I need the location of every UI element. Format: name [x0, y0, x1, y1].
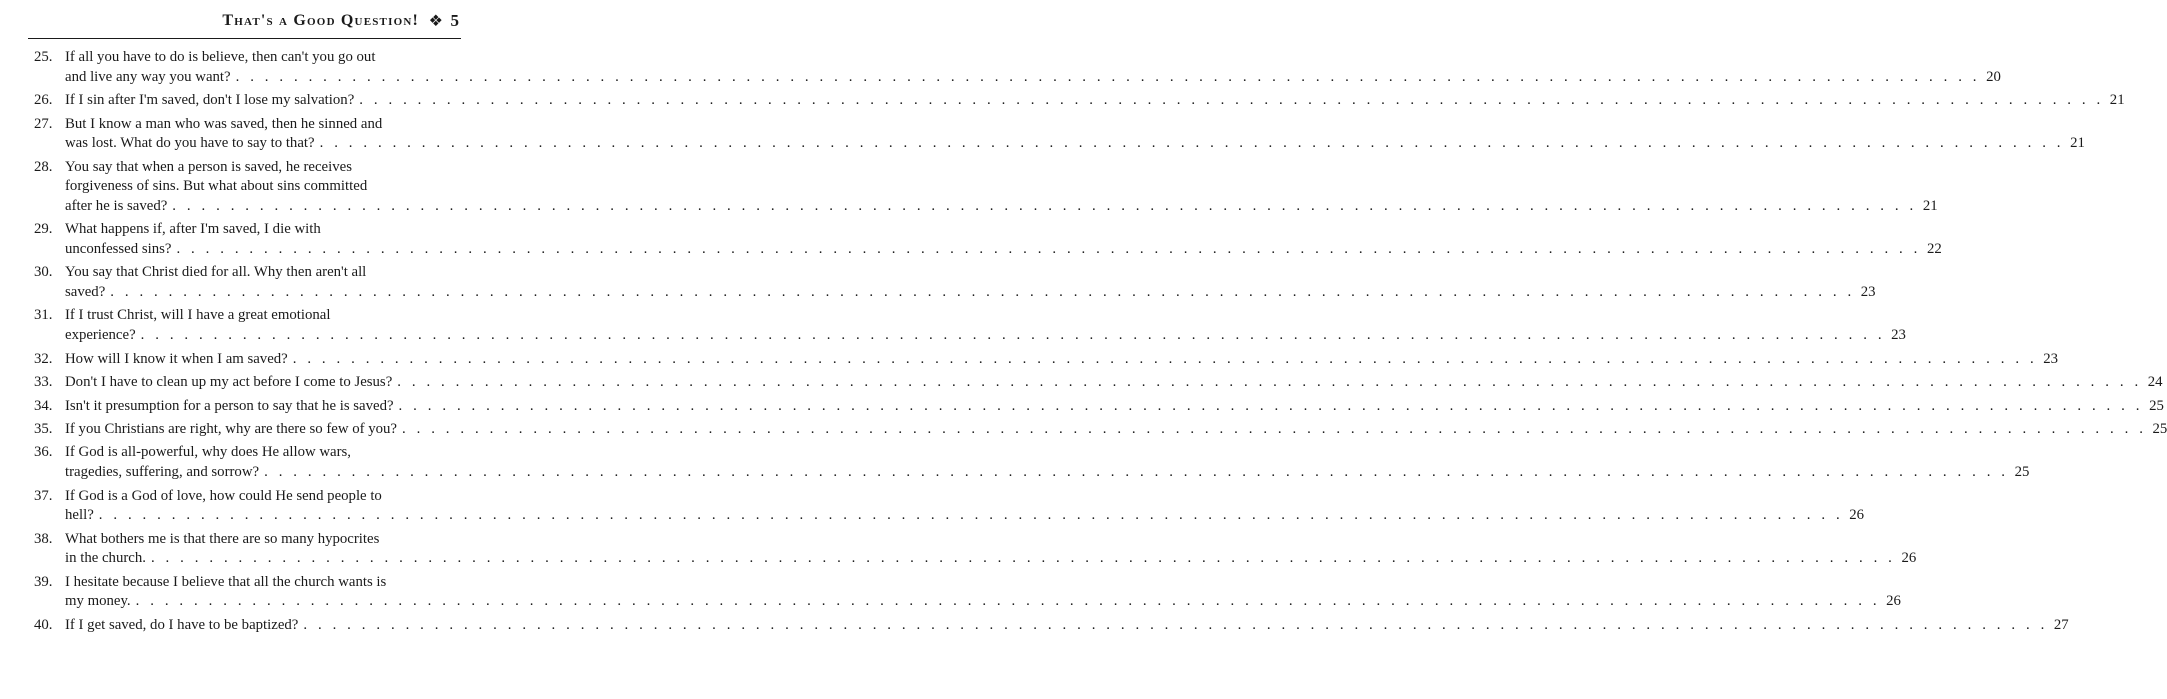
question-text: If I get saved, do I have to be baptized? — [65, 616, 299, 633]
toc-entry — [34, 306, 1906, 345]
table-of-contents — [34, 48, 2167, 639]
running-header — [0, 0, 489, 40]
question-text: I hesitate because I believe that all the church wants is — [65, 573, 387, 590]
question-line — [65, 443, 448, 463]
dot-leader: . . . . . . . . . . . . . . . . . . . . . . . . . . . . . . . . . . . . . . . . . . . . . . . . . . . . . . . . . . . . . . . . . . . . . . . . . . . . . . . . . . . . . . . . . . . . . . . . . . . . . . . . . . . . . . . . . . . . . . . . — [150, 550, 1896, 567]
dot-leader: . . . . . . . . . . . . . . . . . . . . . . . . . . . . . . . . . . . . . . . . . . . . . . . . . . . . . . . . . . . . . . . . . . . . . . . . . . . . . . . . . . . . . . . . . . . . . . . . . . . . . . . . . . . . . . . . . . . . . . . . — [359, 92, 2104, 109]
entry-page-number: 25 — [2152, 421, 2167, 437]
question-text: was lost. What do you have to say to that? — [65, 135, 315, 152]
question-line — [65, 530, 448, 550]
entry-number: 31. — [34, 307, 53, 324]
entry-page-number: 25 — [2149, 397, 2164, 414]
question-text: You say that Christ died for all. Why then aren't all — [65, 264, 367, 281]
question-line — [65, 283, 1876, 303]
toc-entry — [34, 487, 1865, 526]
entry-number: 35. — [34, 421, 53, 437]
entry-page-number: 25 — [2014, 464, 2030, 481]
entry-number: 27. — [34, 115, 53, 132]
entry-number: 28. — [34, 158, 53, 175]
question-text: You say that when a person is saved, he receives — [65, 158, 352, 175]
entry-number: 37. — [34, 487, 53, 504]
question-text: my money. — [65, 593, 131, 610]
toc-entry — [34, 220, 1942, 259]
toc-entry — [34, 573, 1901, 612]
entry-page-number: 23 — [2043, 350, 2059, 367]
question-text: What bothers me is that there are so many hypocrites — [65, 530, 380, 547]
entry-page-number: 26 — [1886, 593, 1901, 610]
question-text: If I sin after I'm saved, don't I lose my salvation? — [65, 92, 355, 109]
question-line — [65, 48, 448, 68]
entry-page-number: 21 — [2070, 135, 2085, 152]
question-line — [65, 197, 1938, 217]
entry-number: 25. — [34, 49, 53, 65]
question-text: Don't I have to clean up my act before I come to Jesus? — [65, 374, 393, 391]
toc-entry — [34, 91, 2125, 111]
dot-leader: . . . . . . . . . . . . . . . . . . . . . . . . . . . . . . . . . . . . . . . . . . . . . . . . . . . . . . . . . . . . . . . . . . . . . . . . . . . . . . . . . . . . . . . . . . . . . . . . . . . . . . . . . . . . . . . . . . . . . . . . — [110, 283, 1855, 300]
question-line — [65, 220, 448, 240]
question-text: If I trust Christ, will I have a great emotional — [65, 307, 331, 324]
question-line — [65, 306, 448, 326]
question-line — [65, 134, 2085, 154]
question-text: If you Christians are right, why are there so few of you? — [65, 421, 398, 437]
entry-page-number: 26 — [1901, 550, 1917, 567]
dot-leader: . . . . . . . . . . . . . . . . . . . . . . . . . . . . . . . . . . . . . . . . . . . . . . . . . . . . . . . . . . . . . . . . . . . . . . . . . . . . . . . . . . . . . . . . . . . . . . . . . . . . . . . . . . . . . . . . . . . . . . . . — [319, 135, 2065, 152]
question-line — [65, 350, 2059, 370]
question-text: after he is saved? — [65, 197, 168, 214]
entry-page-number: 21 — [2109, 92, 2125, 109]
toc-entry — [34, 48, 2001, 87]
dot-leader: . . . . . . . . . . . . . . . . . . . . . . . . . . . . . . . . . . . . . . . . . . . . . . . . . . . . . . . . . . . . . . . . . . . . . . . . . . . . . . . . . . . . . . . . . . . . . . . . . . . . . . . . . . . . . . . . . . . . . . . . — [176, 240, 1921, 257]
toc-entry — [34, 443, 2030, 482]
page-number: 5 — [450, 11, 459, 30]
question-line — [65, 487, 448, 507]
question-text: unconfessed sins? — [65, 240, 172, 257]
toc-entry — [34, 616, 2069, 636]
question-line — [65, 68, 2001, 88]
dot-leader: . . . . . . . . . . . . . . . . . . . . . . . . . . . . . . . . . . . . . . . . . . . . . . . . . . . . . . . . . . . . . . . . . . . . . . . . . . . . . . . . . . . . . . . . . . . . . . . . . . . . . . . . . . . . . . . . . . . . . . . . — [303, 616, 2048, 633]
question-text: If God is a God of love, how could He send people to — [65, 487, 382, 504]
question-line — [65, 549, 1917, 569]
question-text: What happens if, after I'm saved, I die with — [65, 221, 321, 238]
dot-leader: . . . . . . . . . . . . . . . . . . . . . . . . . . . . . . . . . . . . . . . . . . . . . . . . . . . . . . . . . . . . . . . . . . . . . . . . . . . . . . . . . . . . . . . . . . . . . . . . . . . . . . . . . . . . . . . . . . . . . . . . — [292, 350, 2038, 367]
question-line — [65, 573, 448, 593]
question-text: But I know a man who was saved, then he sinned and — [65, 115, 383, 132]
dot-leader: . . . . . . . . . . . . . . . . . . . . . . . . . . . . . . . . . . . . . . . . . . . . . . . . . . . . . . . . . . . . . . . . . . . . . . . . . . . . . . . . . . . . . . . . . . . . . . . . . . . . . . . . . . . . . . . . . . . . . . . . — [397, 374, 2142, 391]
question-text: Isn't it presumption for a person to say that he is saved? — [65, 397, 394, 414]
question-line — [65, 616, 2069, 636]
question-line — [65, 506, 1865, 526]
entry-number: 26. — [34, 92, 53, 109]
question-line — [65, 115, 448, 135]
dot-leader: . . . . . . . . . . . . . . . . . . . . . . . . . . . . . . . . . . . . . . . . . . . . . . . . . . . . . . . . . . . . . . . . . . . . . . . . . . . . . . . . . . . . . . . . . . . . . . . . . . . . . . . . . . . . . . . . . . . . . . . . — [235, 68, 1981, 85]
toc-entry — [34, 115, 2085, 154]
question-text: tragedies, suffering, and sorrow? — [65, 464, 260, 481]
toc-entry — [34, 263, 1876, 302]
toc-entry — [34, 158, 1938, 217]
question-text: and live any way you want? — [65, 68, 231, 85]
book-title: That's a Good Question! — [222, 12, 419, 29]
entry-number: 39. — [34, 573, 53, 590]
entry-page-number: 23 — [1891, 327, 1906, 344]
entry-page-number: 27 — [2053, 616, 2069, 633]
toc-entry — [34, 420, 2167, 440]
entry-page-number: 22 — [1926, 240, 1942, 257]
question-line — [65, 420, 2167, 440]
entry-page-number: 26 — [1849, 507, 1865, 524]
dot-leader: . . . . . . . . . . . . . . . . . . . . . . . . . . . . . . . . . . . . . . . . . . . . . . . . . . . . . . . . . . . . . . . . . . . . . . . . . . . . . . . . . . . . . . . . . . . . . . . . . . . . . . . . . . . . . . . . . . . . . . . . — [98, 507, 1844, 524]
entry-number: 29. — [34, 221, 53, 238]
entry-number: 34. — [34, 397, 53, 414]
question-line — [65, 326, 1906, 346]
question-text: How will I know it when I am saved? — [65, 350, 288, 367]
entry-number: 38. — [34, 530, 53, 547]
question-line — [65, 373, 2163, 393]
question-line — [65, 240, 1942, 260]
question-text: forgiveness of sins. But what about sins committed — [65, 178, 368, 195]
question-text: hell? — [65, 507, 94, 524]
toc-entry — [34, 397, 2164, 417]
dot-leader: . . . . . . . . . . . . . . . . . . . . . . . . . . . . . . . . . . . . . . . . . . . . . . . . . . . . . . . . . . . . . . . . . . . . . . . . . . . . . . . . . . . . . . . . . . . . . . . . . . . . . . . . . . . . . . . . . . . . . . . . — [172, 197, 1917, 214]
entry-number: 30. — [34, 264, 53, 281]
dot-leader: . . . . . . . . . . . . . . . . . . . . . . . . . . . . . . . . . . . . . . . . . . . . . . . . . . . . . . . . . . . . . . . . . . . . . . . . . . . . . . . . . . . . . . . . . . . . . . . . . . . . . . . . . . . . . . . . . . . . . . . . — [135, 593, 1881, 610]
question-line — [65, 177, 448, 197]
question-text: experience? — [65, 327, 136, 344]
question-text: in the church. — [65, 550, 146, 567]
question-text: saved? — [65, 283, 106, 300]
entry-page-number: 20 — [1986, 68, 2001, 85]
entry-number: 36. — [34, 444, 53, 461]
entry-number: 33. — [34, 374, 53, 391]
dot-leader: . . . . . . . . . . . . . . . . . . . . . . . . . . . . . . . . . . . . . . . . . . . . . . . . . . . . . . . . . . . . . . . . . . . . . . . . . . . . . . . . . . . . . . . . . . . . . . . . . . . . . . . . . . . . . . . . . . . . . . . . — [264, 464, 2009, 481]
question-line — [65, 463, 2030, 483]
question-line — [65, 592, 1901, 612]
dot-leader: . . . . . . . . . . . . . . . . . . . . . . . . . . . . . . . . . . . . . . . . . . . . . . . . . . . . . . . . . . . . . . . . . . . . . . . . . . . . . . . . . . . . . . . . . . . . . . . . . . . . . . . . . . . . . . . . . . . . . . . . — [398, 397, 2144, 414]
entry-page-number: 24 — [2147, 374, 2163, 391]
toc-entry — [34, 530, 1917, 569]
question-line — [65, 158, 448, 178]
entry-number: 32. — [34, 350, 53, 367]
toc-entry — [34, 350, 2059, 370]
header-rule — [28, 38, 461, 39]
question-line — [65, 263, 448, 283]
ornament-icon: ❖ — [428, 13, 443, 30]
dot-leader: . . . . . . . . . . . . . . . . . . . . . . . . . . . . . . . . . . . . . . . . . . . . . . . . . . . . . . . . . . . . . . . . . . . . . . . . . . . . . . . . . . . . . . . . . . . . . . . . . . . . . . . . . . . . . . . . . . . . . . . . — [140, 327, 1886, 344]
dot-leader: . . . . . . . . . . . . . . . . . . . . . . . . . . . . . . . . . . . . . . . . . . . . . . . . . . . . . . . . . . . . . . . . . . . . . . . . . . . . . . . . . . . . . . . . . . . . . . . . . . . . . . . . . . . . . . . . . . . . . . . . — [402, 421, 2147, 437]
question-line — [65, 91, 2125, 111]
question-line — [65, 397, 2164, 417]
entry-page-number: 21 — [1922, 197, 1938, 214]
entry-number: 40. — [34, 616, 53, 633]
question-text: If God is all-powerful, why does He allow wars, — [65, 444, 352, 461]
toc-entry — [34, 373, 2163, 393]
question-text: If all you have to do is believe, then can't you go out — [65, 49, 376, 65]
entry-page-number: 23 — [1860, 283, 1876, 300]
